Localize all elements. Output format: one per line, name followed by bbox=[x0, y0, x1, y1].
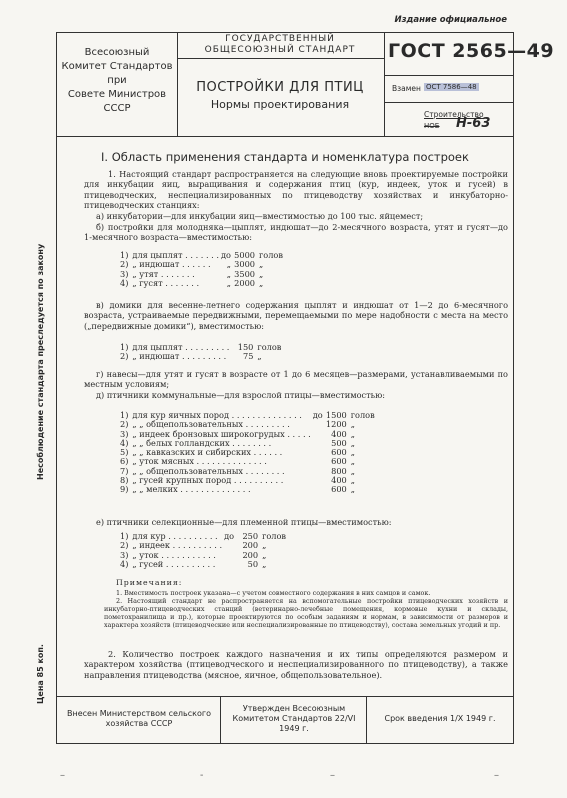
item-name: „ гусят . . . . . . . bbox=[132, 277, 200, 288]
item-prefix bbox=[313, 420, 325, 429]
header-rule-bottom bbox=[56, 136, 514, 137]
construction-value bbox=[424, 122, 440, 130]
item-value: 250 bbox=[242, 531, 259, 541]
item-number: 3) bbox=[120, 549, 129, 560]
list-row bbox=[120, 485, 375, 494]
document-title: ПОСТРОЙКИ ДЛЯ ПТИЦ bbox=[196, 80, 364, 95]
item-value: 600 bbox=[331, 484, 347, 495]
item-name: „ индюшат . . . . . . bbox=[132, 259, 211, 270]
item-b: б) постройки для молодняка—цыплят, индюшат—до 2-месячного возраста, утят и гусят—до 1-месячного возраста—вместимостью: bbox=[84, 222, 508, 243]
item-name: для кур . . . . . . . . . . bbox=[132, 531, 218, 541]
item-prefix bbox=[313, 485, 325, 494]
item-prefix bbox=[313, 457, 325, 466]
item-prefix: „ bbox=[226, 268, 231, 279]
committee-line: Комитет Стандартов bbox=[61, 61, 173, 72]
item-value: 400 bbox=[331, 475, 347, 486]
item-number: 2) bbox=[120, 419, 129, 430]
item-unit: „ bbox=[262, 558, 267, 569]
item-value: 600 bbox=[331, 447, 347, 458]
price-label: Цена 85 коп. bbox=[36, 644, 45, 704]
item-unit: „ bbox=[259, 277, 264, 288]
item-number: 1) bbox=[120, 531, 129, 541]
list-row bbox=[120, 279, 283, 288]
committee-line: Всесоюзный bbox=[84, 47, 150, 58]
item-unit: голов bbox=[262, 531, 287, 541]
scan-mark: – bbox=[494, 770, 499, 781]
item-unit: „ bbox=[350, 419, 355, 430]
paragraph-2: 2. Количество построек каждого назначения и их типы определяются размером и характером хозяйства (птицеводческого и неспециализированного по птицеводству), а также направления птицеводства (мясное, яичное, общепользовательное). bbox=[84, 649, 508, 680]
scan-mark: – bbox=[330, 770, 335, 781]
item-number: 4) bbox=[120, 558, 129, 569]
item-name: „ „ общепользовательных . . . . . . . . bbox=[132, 465, 285, 476]
list-e bbox=[120, 532, 286, 569]
committee-line: Совете Министров bbox=[67, 89, 167, 100]
item-number: 1) bbox=[120, 250, 129, 260]
item-number: 2) bbox=[120, 351, 129, 362]
item-number: 4) bbox=[120, 277, 129, 288]
item-name: для цыплят . . . . . . . . . bbox=[132, 342, 230, 352]
header-rule-replace bbox=[384, 102, 514, 103]
item-prefix bbox=[313, 476, 325, 485]
item-prefix bbox=[313, 448, 325, 457]
item-name: „ „ белых голландских . . . . . . . . bbox=[132, 437, 272, 448]
footer-effective: Срок введения 1/X 1949 г. bbox=[384, 714, 496, 723]
list-v bbox=[120, 343, 281, 362]
item-value: 1200 bbox=[325, 419, 347, 430]
list-row bbox=[120, 352, 281, 361]
item-name: „ утят . . . . . . . bbox=[132, 268, 195, 279]
list-b bbox=[120, 251, 283, 288]
item-name: „ уток мясных . . . . . . . . . . . . . . bbox=[132, 456, 267, 467]
item-prefix: до bbox=[312, 410, 323, 420]
item-name: „ „ общепользовательных . . . . . . . . . bbox=[132, 419, 290, 430]
item-prefix: до bbox=[224, 531, 235, 541]
item-number: 3) bbox=[120, 268, 129, 279]
header-rule-code bbox=[384, 75, 514, 76]
item-value: 75 bbox=[242, 351, 254, 362]
item-value: 200 bbox=[242, 540, 259, 551]
list-row bbox=[120, 560, 286, 569]
item-d: д) птичники коммунальные—для взрослой птицы—вместимостью: bbox=[96, 390, 385, 400]
item-name: „ „ мелких . . . . . . . . . . . . . . bbox=[132, 484, 251, 495]
item-prefix bbox=[224, 551, 236, 560]
item-a: а) инкубатории—для инкубации яиц—вместимостью до 100 тыс. яйцемест; bbox=[96, 211, 424, 221]
footer-divider-1 bbox=[220, 696, 221, 744]
item-g: г) навесы—для утят и гусят в возрасте от 1 до 6 месяцев—размерами, устанавливаемыми по местным условиям; bbox=[84, 369, 508, 390]
item-number: 3) bbox=[120, 428, 129, 439]
item-value: 1500 bbox=[325, 410, 347, 420]
state-standard-label bbox=[178, 34, 382, 56]
item-prefix bbox=[313, 430, 325, 439]
item-unit: „ bbox=[262, 540, 267, 551]
item-v: в) домики для весенне-летнего содержания цыплят и индюшат от 1—2 до 6-месячного возраста, устраиваемые передвижными, перемещаемыми по мере надобности с места на место („передвижные домики“), вместимостью: bbox=[84, 300, 508, 331]
item-number: 8) bbox=[120, 475, 129, 486]
footer-submitted: Внесен Министерством сельского хозяйства СССР bbox=[67, 709, 211, 728]
note-2: 2. Настоящий стандарт не распространяется на вспомогательные постройки птицеводческих хозяйств и инкубаторно-птицеводческих станций (ветеринарно-лечебные помещения, кормовые кухни и склады, пометохранилища и пр.), которые проектируются по особым заданиям и нормам, в зависимости от размеров и характера хозяйств (птицеводческие или неспециализированные по птицеводству), состава земельных угодий и пр. bbox=[104, 597, 508, 630]
item-name: „ индеек . . . . . . . . . . bbox=[132, 540, 223, 551]
footer-approved: Утвержден Всесоюзным Комитетом Стандартов 22/VI 1949 г. bbox=[232, 704, 356, 733]
paragraph-1: 1. Настоящий стандарт распространяется на следующие вновь проектируемые постройки для инкубации яиц, выращивания и содержания птиц (кур, индеек, уток и гусей) в птицеводческих, неспециализированных по птицеводству хозяйствах и инкубаторно-птицеводческих станциях: bbox=[84, 169, 508, 210]
item-prefix: „ bbox=[226, 277, 231, 288]
item-number: 2) bbox=[120, 540, 129, 551]
item-value: 5000 bbox=[234, 250, 255, 260]
item-unit: „ bbox=[350, 484, 355, 495]
committee-line: при bbox=[107, 75, 127, 86]
state-standard-line1: ГОСУДАРСТВЕННЫЙ bbox=[225, 34, 335, 44]
state-standard-line2: ОБЩЕСОЮЗНЫЙ СТАНДАРТ bbox=[204, 45, 356, 55]
list-d bbox=[120, 411, 375, 495]
item-number: 6) bbox=[120, 456, 129, 467]
construction-handwritten: Н-63 bbox=[456, 116, 491, 131]
item-value: 150 bbox=[237, 342, 254, 352]
item-unit: голов bbox=[257, 342, 282, 352]
document-subtitle: Нормы проектирования bbox=[210, 98, 350, 111]
header-divider-right bbox=[384, 32, 385, 136]
item-e: е) птичники селекционные—для племенной птицы—вместимостью: bbox=[96, 517, 392, 527]
item-name: „ уток . . . . . . . . . . . bbox=[132, 549, 216, 560]
item-unit: „ bbox=[350, 428, 355, 439]
item-name: для кур яичных пород . . . . . . . . . . . . . . bbox=[132, 410, 302, 420]
section-title: I. Область применения стандарта и номенклатура построек bbox=[101, 150, 469, 164]
item-value: 200 bbox=[242, 549, 259, 560]
legal-notice: Несоблюдение стандарта преследуется по закону bbox=[36, 243, 45, 480]
item-value: 500 bbox=[331, 437, 347, 448]
item-value: 2000 bbox=[234, 277, 255, 288]
item-unit: „ bbox=[350, 475, 355, 486]
item-name: для цыплят . . . . . . . bbox=[132, 250, 219, 260]
item-prefix: до bbox=[221, 250, 231, 260]
item-name: „ индеек бронзовых широкогрудых . . . . . bbox=[132, 428, 311, 439]
item-unit: „ bbox=[259, 259, 264, 270]
footer-rule bbox=[56, 696, 514, 697]
item-prefix bbox=[313, 467, 325, 476]
scan-mark: – bbox=[60, 770, 65, 781]
item-unit: „ bbox=[259, 268, 264, 279]
item-number: 1) bbox=[120, 410, 129, 420]
item-name: „ гусей крупных пород . . . . . . . . . . bbox=[132, 475, 284, 486]
item-unit: „ bbox=[350, 437, 355, 448]
item-number: 7) bbox=[120, 465, 129, 476]
item-number: 4) bbox=[120, 437, 129, 448]
item-number: 9) bbox=[120, 484, 129, 495]
item-unit: „ bbox=[257, 351, 262, 362]
edition-label: Издание официальное bbox=[394, 15, 507, 25]
item-number: 5) bbox=[120, 447, 129, 458]
replacement-label: Взамен bbox=[392, 84, 421, 93]
construction-value-struck: НОБ bbox=[424, 122, 440, 130]
committee-block bbox=[58, 46, 176, 116]
item-value: 600 bbox=[331, 456, 347, 467]
note-1: 1. Вместимость построек указана—с учетом совместного содержания в них самцов и самок. bbox=[116, 589, 431, 597]
item-prefix bbox=[224, 560, 236, 569]
item-prefix bbox=[224, 541, 236, 550]
gost-code: ГОСТ 2565—49 bbox=[388, 40, 555, 62]
item-number: 2) bbox=[120, 259, 129, 270]
item-number: 1) bbox=[120, 342, 129, 352]
construction-label: Строительство bbox=[424, 110, 484, 119]
item-unit: „ bbox=[350, 465, 355, 476]
item-name: „ „ кавказских и сибирских . . . . . . bbox=[132, 447, 283, 458]
item-unit: „ bbox=[350, 456, 355, 467]
replacement-value: ОСТ 7586—48 bbox=[426, 83, 477, 91]
item-prefix bbox=[313, 439, 325, 448]
item-value: 400 bbox=[331, 428, 347, 439]
item-unit: „ bbox=[262, 549, 267, 560]
item-unit: „ bbox=[350, 447, 355, 458]
item-unit: голов bbox=[350, 410, 375, 420]
notes-header: Примечания: bbox=[116, 578, 183, 587]
item-name: „ индюшат . . . . . . . . . bbox=[132, 351, 227, 362]
item-name: „ гусей . . . . . . . . . . bbox=[132, 558, 216, 569]
footer-divider-2 bbox=[366, 696, 367, 744]
item-unit: голов bbox=[259, 250, 283, 260]
item-prefix: „ bbox=[226, 259, 231, 270]
item-value: 800 bbox=[331, 465, 347, 476]
item-value: 3000 bbox=[234, 259, 255, 270]
committee-line: СССР bbox=[103, 103, 131, 114]
header-rule-title bbox=[177, 58, 384, 59]
item-value: 50 bbox=[247, 558, 259, 569]
item-value: 3500 bbox=[234, 268, 255, 279]
scan-mark: - bbox=[200, 770, 204, 781]
